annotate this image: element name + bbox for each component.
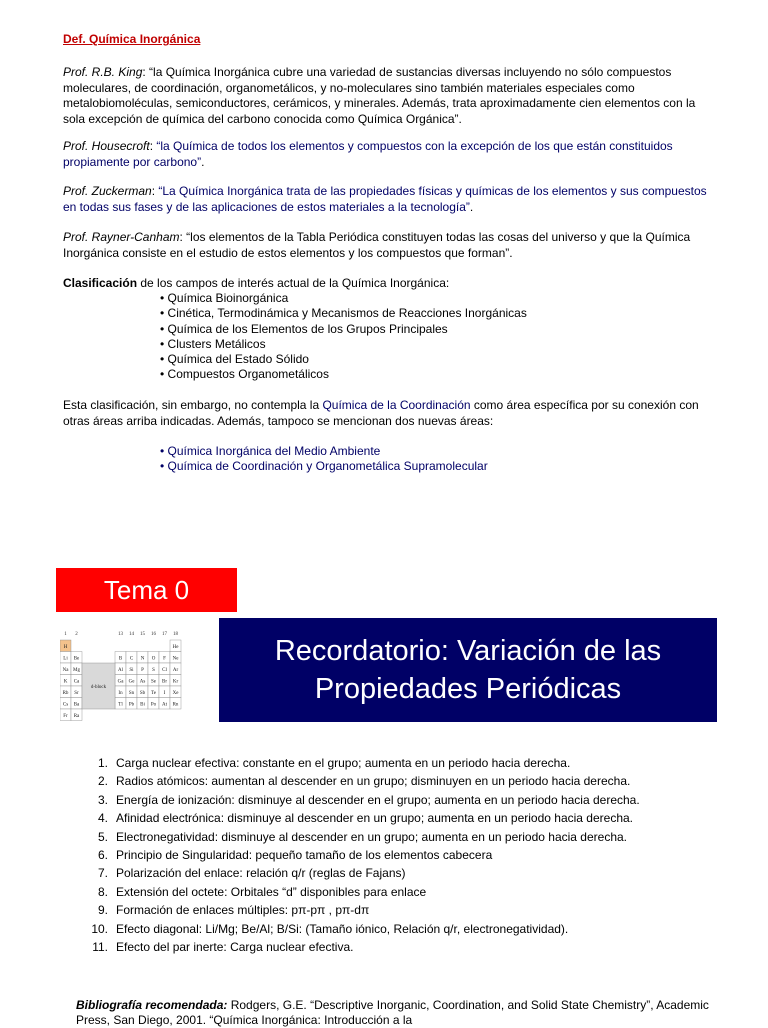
element-symbol: Bi [140,702,145,708]
element-symbol: Cl [162,667,167,673]
item-text: Formación de enlaces múltiples: pπ-pπ , pπ-dπ [116,903,370,918]
group-label: 18 [173,632,178,637]
clasificacion-intro [63,276,713,292]
element-symbol: Rn [172,702,179,708]
list-item: • Clusters Metálicos [160,337,527,352]
list-item [80,791,640,809]
item-text: Extensión del octete: Orbitales “d” disponibles para enlace [116,884,427,899]
esta-after: como área específica por su conexión con otras áreas arriba indicadas. Además, tampoco se mencionan dos nuevas áreas: [63,398,699,428]
list-item [80,846,640,864]
item-text: Efecto diagonal: Li/Mg; Be/Al; B/Si: (Tamaño iónico, Relación q/r, electronegatividad). [116,921,569,936]
list-item: • Química Bioinorgánica [160,291,527,306]
list-item [80,901,640,919]
element-symbol: In [118,690,123,696]
esta-before: Esta clasificación, sin embargo, no contempla la [63,398,323,412]
item-text: Energía de ionización: disminuye al descender en el grupo; aumenta en un periodo hacia derecha. [116,792,640,807]
element-symbol: Tl [118,702,123,708]
tema-heading: Tema 0 [56,568,237,612]
item-text: Principio de Singularidad: pequeño tamaño de los elementos cabecera [116,848,493,863]
list-item: • Química de los Elementos de los Grupos Principales [160,322,527,337]
clasificacion-list [160,291,527,383]
element-symbol: Ar [172,667,179,673]
element-symbol: He [172,644,179,650]
item-number: 6. [97,848,108,863]
nuevas-areas-list [160,444,488,475]
element-symbol: I [163,690,166,696]
item-text: Polarización del enlace: relación q/r (reglas de Fajans) [116,866,406,881]
quote-text: “la Química de todos los elementos y compuestos con la excepción de los que están constituidos propiamente por carbono” [63,139,673,169]
banner-line-1: Recordatorio: Variación de las [274,635,662,667]
element-symbol: F [163,656,166,662]
element-symbol: At [162,702,167,708]
element-symbol: Kr [172,679,179,685]
clasificacion-text: de los campos de interés actual de la Química Inorgánica: [137,276,450,290]
element-symbol: Be [73,656,80,662]
quote-author: Prof. R.B. King [63,65,143,79]
group-label: 17 [162,632,167,637]
list-item [80,754,640,772]
list-item: • Química del Estado Sólido [160,352,527,367]
item-text: Electronegatividad: disminuye al descender en un grupo; aumenta en un periodo hacia derecha. [116,829,628,844]
element-symbol: Sb [139,690,146,696]
d-block-label: d-block [90,685,107,690]
bibliografia-label: Bibliografía recomendada: [76,998,228,1012]
esta-paragraph [63,398,713,429]
element-symbol: C [129,656,134,662]
list-item: • Cinética, Termodinámica y Mecanismos de Reacciones Inorgánicas [160,306,527,321]
list-item: • Química de Coordinación y Organometálica Supramolecular [160,459,488,474]
list-item [80,864,640,882]
element-symbol: Ca [73,679,80,685]
element-symbol: N [140,656,145,662]
item-number: 10. [91,921,108,936]
element-symbol: Fr [63,713,68,719]
element-symbol: Po [150,702,157,708]
element-symbol: B [118,656,123,662]
group-label: 15 [140,632,145,637]
list-item [80,883,640,901]
bibliografia-text: Rodgers, G.E. “Descriptive Inorganic, Coordination, and Solid State Chemistry”, Academic Press, San Diego, 2001. “Química Inorgánica: Introducción a la [76,998,709,1027]
item-number: 4. [97,811,108,826]
list-item [80,920,640,938]
quote-text: “los elementos de la Tabla Periódica constituyen todas las cosas del universo y que la Química Inorgánica consiste en el estudio de estos elementos y los compuestos que forman”. [63,230,691,260]
item-text: Carga nuclear efectiva: constante en el grupo; aumenta en un periodo hacia derecha. [116,756,571,770]
quote-rayner: Prof. Rayner-Canham: “los elementos de la Tabla Periódica constituyen todas las cosas del universo y que la Química Inorgánica consiste en el estudio de estos elementos y los compuestos que forman”. [63,230,691,260]
banner-line-2: Propiedades Periódicas [314,673,622,705]
list-item [80,772,640,790]
element-symbol: Se [151,679,156,685]
item-number: 2. [97,774,108,789]
element-symbol: Xe [172,690,179,696]
item-number: 11. [92,940,108,955]
group-label: 16 [151,632,156,637]
list-item: • Compuestos Organometálicos [160,367,527,382]
quote-text: “la Química Inorgánica cubre una variedad de sustancias diversas incluyendo no sólo compuestos moleculares, de coordinación, organometálicos, y no-moleculares sino también materiales especiales como metalobiomoléculas, semiconductores, cerámicos, y minerales. Además, trata aproximadamente cien elementos con la sola excepción de química del carbono conocida como Química Orgánica”. [63,65,696,126]
list-item: • Química Inorgánica del Medio Ambiente [160,444,488,459]
element-symbol: Ba [73,702,80,708]
element-symbol: Ne [172,656,179,662]
periodic-table-image [60,626,210,726]
element-symbol: Ga [117,679,124,685]
quote-king: Prof. R.B. King: “la Química Inorgánica cubre una variedad de sustancias diversas incluyendo no sólo compuestos moleculares, de coordinación, organometálicos, y no-moleculares sino también materiales especiales como metalobiomoléculas, semiconductores, cerámicos, y minerales. Además, trata aproximadamente cien elementos con la sola excepción de química del carbono conocida como Química Orgánica”. [63,65,696,126]
element-symbol: Li [63,656,68,662]
quote-end: . [469,199,474,214]
element-symbol: Rb [62,690,69,696]
element-symbol: Cs [62,702,69,708]
quote-author: Prof. Rayner-Canham [63,230,180,244]
list-item [80,809,640,827]
element-symbol: Na [62,667,69,673]
element-symbol: O [151,656,156,662]
item-text: Efecto del par inerte: Carga nuclear efectiva. [116,940,354,955]
element-symbol: As [139,679,146,685]
element-symbol: Si [129,667,134,673]
element-symbol: Ra [73,713,80,719]
item-number: 3. [97,792,108,807]
quote-text: “La Química Inorgánica trata de las propiedades físicas y químicas de los elementos y sus compuestos en todas sus fases y de las aplicaciones de estos materiales a la tecnología” [63,184,707,214]
element-symbol: Sn [128,690,135,696]
element-symbol: Ge [128,679,135,685]
section-title: Def. Química Inorgánica [63,32,201,46]
element-symbol: S [152,667,155,673]
esta-highlight: Química de la Coordinación [322,398,471,412]
element-symbol: Mg [73,667,80,673]
item-number: 1. [97,756,108,770]
quote-zuckerman: Prof. Zuckerman: “La Química Inorgánica trata de las propiedades físicas y químicas de los elementos y sus compuestos en todas sus fases y de las aplicaciones de estos materiales a la tecnología”. [63,184,707,214]
item-number: 9. [97,903,108,918]
list-item [80,938,640,956]
group-label: 14 [129,632,134,637]
quote-end: . [201,154,205,169]
quote-housecroft: Prof. Housecroft: “la Química de todos los elementos y compuestos con la excepción de los que están constituidos propiamente por carbono”. [63,139,673,169]
item-number: 7. [97,866,108,881]
clasificacion-label: Clasificación [63,276,138,290]
element-symbol: Br [162,679,167,685]
quote-author: Prof. Zuckerman [63,184,152,198]
item-text: Radios atómicos: aumentan al descender en un grupo; disminuyen en un periodo hacia derecha. [116,774,631,789]
quote-author: Prof. Housecroft [63,139,150,153]
item-text: Afinidad electrónica: disminuye al descender en un grupo; aumenta en un periodo hacia derecha. [116,811,634,826]
element-symbol: K [63,679,68,685]
item-number: 5. [97,829,108,844]
element-symbol: Te [151,690,156,696]
element-symbol: Sr [74,690,79,696]
element-symbol: H [63,644,68,650]
group-label: 2 [75,632,78,637]
group-label: 13 [118,632,123,637]
item-number: 8. [97,884,108,899]
element-symbol: P [141,667,144,673]
group-label: 1 [64,632,67,637]
list-item [80,828,640,846]
propiedades-list [80,754,640,956]
element-symbol: Pb [128,702,135,708]
recordatorio-banner [219,618,717,722]
element-symbol: Al [118,667,123,673]
